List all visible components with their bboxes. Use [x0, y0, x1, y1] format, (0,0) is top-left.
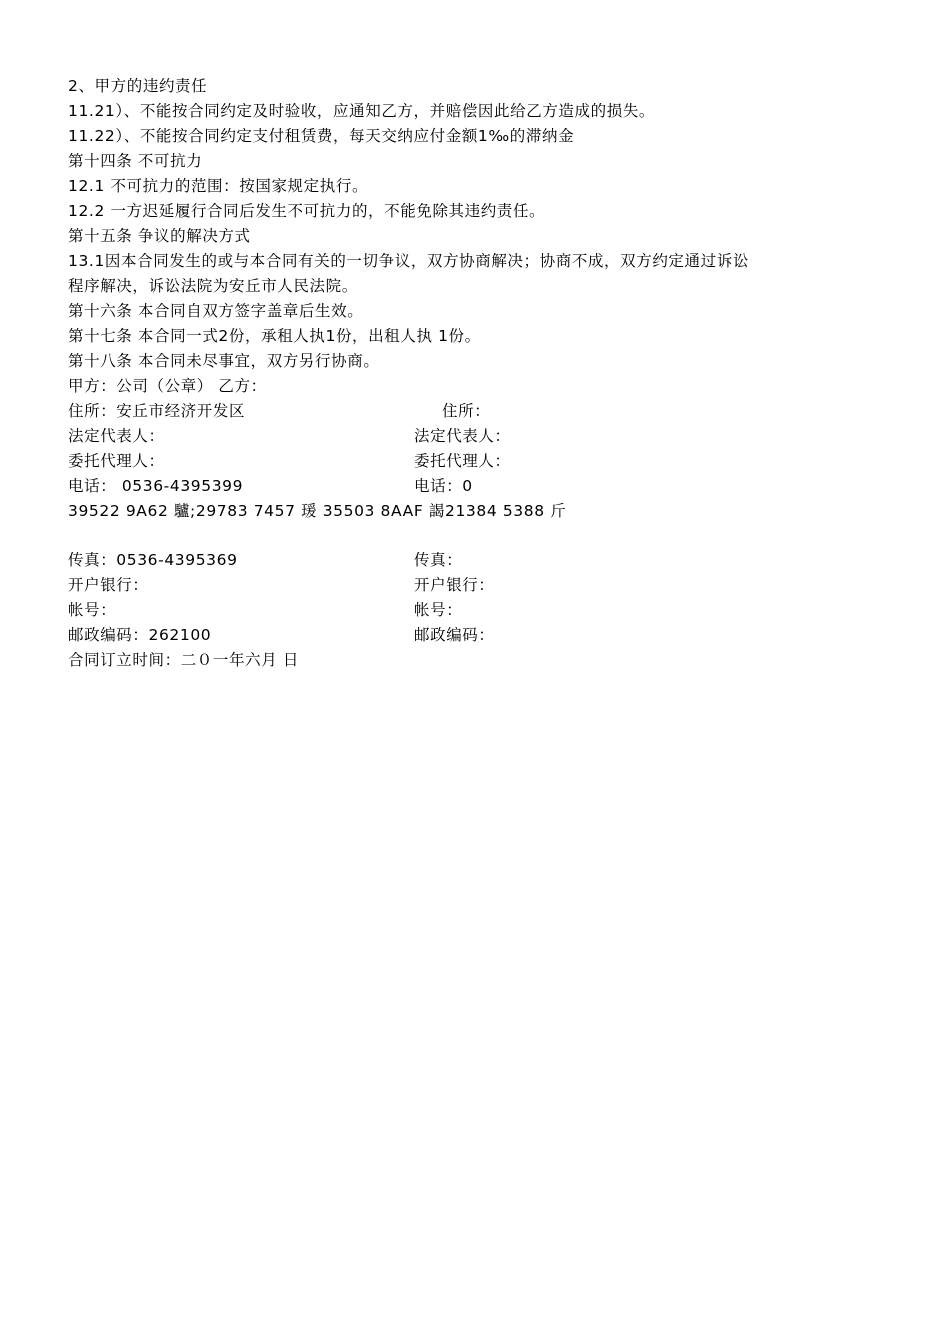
clause-13-1-continued: 程序解决，诉讼法院为安丘市人民法院。	[68, 277, 358, 295]
party-a-phone: 电话： 0536-4395399	[68, 477, 244, 495]
party-b-postcode: 邮政编码：	[414, 626, 495, 644]
clause-11-21: 11.21）、不能按合同约定及时验收，应通知乙方，并赔偿因此给乙方造成的损失。	[68, 102, 656, 120]
party-b-agent: 委托代理人：	[414, 452, 511, 470]
article-14-heading: 第十四条 不可抗力	[68, 152, 203, 170]
party-b-account: 帐号：	[414, 601, 463, 619]
article-17: 第十七条 本合同一式2份，承租人执1份，出租人执 1份。	[68, 327, 481, 345]
party-b-fax: 传真：	[414, 551, 463, 569]
garbled-code-line: 39522 9A62 驢;29783 7457 瑗 35503 8AAF 謁21384 5388 斤	[68, 502, 567, 520]
section-heading-party-a-liability: 2、甲方的违约责任	[68, 77, 208, 95]
party-a-legal-rep: 法定代表人：	[68, 427, 165, 445]
clause-11-22: 11.22）、不能按合同约定支付租赁费，每天交纳应付金额1‰的滞纳金	[68, 127, 575, 145]
party-a-fax: 传真：0536-4395369	[68, 551, 238, 569]
article-18: 第十八条 本合同未尽事宜，双方另行协商。	[68, 352, 380, 370]
party-a-account: 帐号：	[68, 601, 117, 619]
party-b-address: 住所：	[442, 402, 491, 420]
signatory-parties: 甲方：公司（公章） 乙方：	[68, 377, 267, 395]
party-a-bank: 开户银行：	[68, 576, 149, 594]
party-a-address: 住所：安丘市经济开发区	[68, 402, 246, 420]
clause-12-1: 12.1 不可抗力的范围：按国家规定执行。	[68, 177, 369, 195]
party-a-agent: 委托代理人：	[68, 452, 165, 470]
clause-12-2: 12.2 一方迟延履行合同后发生不可抗力的，不能免除其违约责任。	[68, 202, 546, 220]
party-a-postcode: 邮政编码：262100	[68, 626, 212, 644]
party-b-phone: 电话：0	[414, 477, 473, 495]
article-15-heading: 第十五条 争议的解决方式	[68, 227, 251, 245]
party-b-bank: 开户银行：	[414, 576, 495, 594]
article-16: 第十六条 本合同自双方签字盖章后生效。	[68, 302, 364, 320]
contract-date: 合同订立时间：二０一年六月 日	[68, 651, 299, 669]
party-b-legal-rep: 法定代表人：	[414, 427, 511, 445]
clause-13-1: 13.1因本合同发生的或与本合同有关的一切争议，双方协商解决；协商不成，双方约定通过诉讼	[68, 252, 749, 270]
